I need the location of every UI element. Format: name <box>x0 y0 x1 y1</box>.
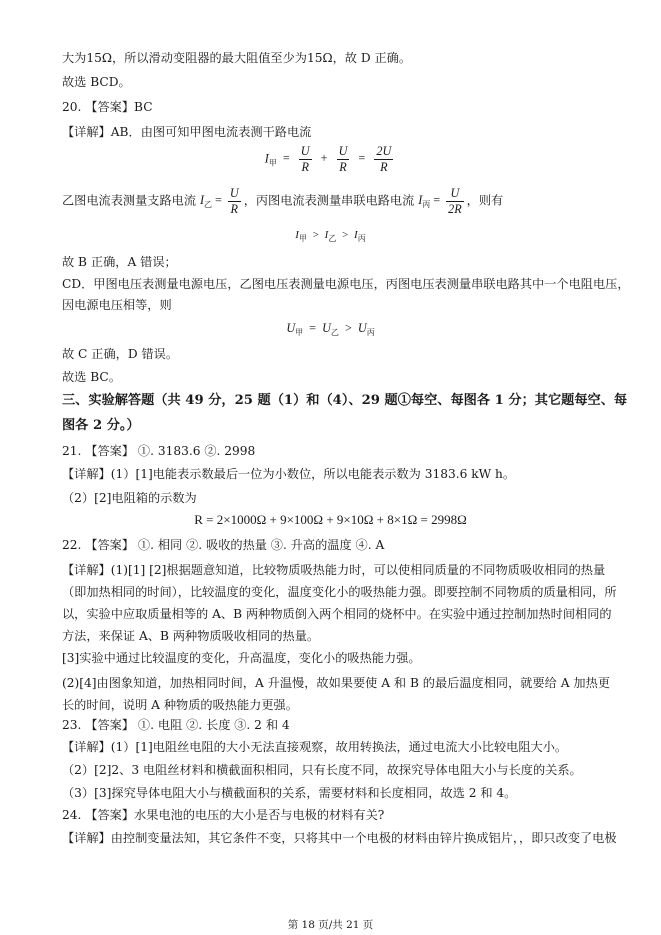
section-heading-line-1: 三、实验解答题（共 49 分，25 题（1）和（4）、29 题①每空、每图各 1 分；其它题每空、每 <box>62 393 628 408</box>
explain-20-ab: 【详解】AB．由图可知甲图电流表测干路电流 <box>62 125 312 139</box>
section-heading-line-2: 图各 2 分。） <box>62 418 140 433</box>
text-line-12: 故 C 正确，D 错误。 <box>62 347 179 361</box>
text-line-10: 因电源电压相等，则 <box>62 298 172 312</box>
text-line-2: 故选 BCD。 <box>62 75 131 89</box>
explain-22-1: 【详解】(1)[1] [2]根据题意知道，比较物质吸热能力时，可以使相同质量的不同物质吸收相同的热量（即加热相同的时间），比较温度的变化，温度变化小的吸热能力强。即要控制不同物质的质量相同，所以，实验中应取质量相等的 A、B 两种物质倒入两个相同的烧杯中。在实验中通过控制加热时间相同的方法，来保证 A、B 两种物质吸收相同的热量。 <box>62 563 617 643</box>
explain-22-2: [3]实验中通过比较温度的变化，升高温度，变化小的吸热能力强。 <box>62 651 421 665</box>
explain-23-2: （2）[2]2、3 电阻丝材料和横截面积相同，只有长度不同，故探究导体电阻大小与长度的关系。 <box>62 763 582 777</box>
answer-20: 20. 【答案】BC <box>62 100 153 114</box>
explain-23-3: （3）[3]探究导体电阻大小与横截面积的关系，需要材料和长度相同，故选 2 和 4。 <box>62 786 517 800</box>
text-line-8: 故 B 正确，A 错误； <box>62 255 177 269</box>
answer-23: 23. 【答案】 ①. 电阻 ②. 长度 ③. 2 和 4 <box>62 718 290 732</box>
explain-24: 【详解】由控制变量法知，其它条件不变，只将其中一个电极的材料由锌片换成铝片，，即只改变了电极 <box>62 831 617 845</box>
explain-21-1: 【详解】(1）[1]电能表示数最后一位为小数位，所以电能表示数为 3183.6 kW h。 <box>62 467 516 481</box>
equation-resistance-box: R = 2×1000Ω + 9×100Ω + 9×10Ω + 8×1Ω = 2998Ω <box>194 512 467 527</box>
explain-23-1: 【详解】(1）[1]电阻丝电阻的大小无法直接观察，故用转换法，通过电流大小比较电阻大小。 <box>62 740 568 754</box>
answer-22: 22. 【答案】 ①. 相同 ②. 吸收的热量 ③. 升高的温度 ④. A <box>62 538 385 552</box>
explain-22-3: (2)[4]由图象知道，加热相同时间，A 升温慢，故如果要使 A 和 B 的最后温度相同，就要给 A 加热更长的时间，说明 A 种物质的吸热能力更强。 <box>62 676 610 712</box>
page-footer: 第 18 页/共 21 页 <box>287 919 374 931</box>
equation-current-compare: $I_甲 > I_乙 > I_丙$ <box>295 229 366 243</box>
explain-21-2: （2）[2]电阻箱的示数为 <box>62 491 197 505</box>
text-line-13: 故选 BC。 <box>62 370 121 384</box>
explain-20-cd: CD．甲图电压表测量电源电压，乙图电压表测量电源电压，丙图电压表测量串联电路其中一个电阻电压， <box>62 277 630 291</box>
text-line-1: 大为15Ω，所以滑动变阻器的最大阻值至少为15Ω，故 D 正确。 <box>62 51 412 65</box>
explain-20-currents: 乙图电流表测量支路电流 $I_乙$ = $\frac{U}{R}$ ，丙图电流表测量串联电路电流 $I_丙$ = $\frac{U}{2R}$ ，则有 <box>62 186 504 216</box>
answer-24: 24. 【答案】水果电池的电压的大小是否与电极的材料有关? <box>62 808 385 822</box>
answer-21: 21. 【答案】 ①. 3183.6 ②. 2998 <box>62 444 256 458</box>
equation-current-jia: $I_甲$ = $\frac{U}{R}$ + $\frac{U}{R}$ = $\frac{2U}{R}$ <box>264 144 392 174</box>
equation-voltage-compare: $U_甲 = U_乙 > U_丙$ <box>286 321 375 337</box>
